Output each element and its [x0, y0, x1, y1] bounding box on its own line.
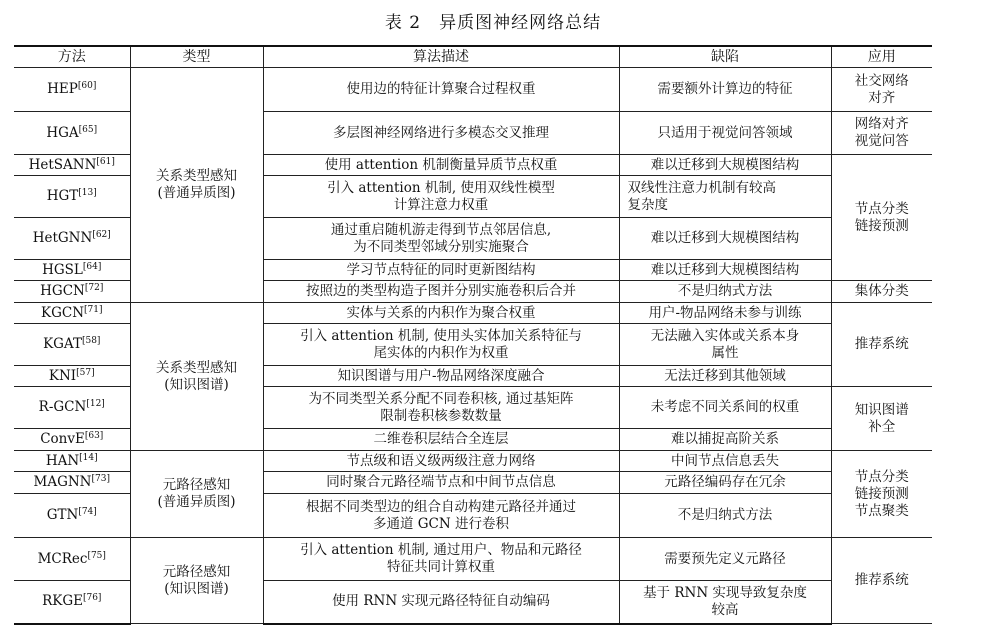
- defect-cell: [619, 176, 831, 218]
- description-line: 同时聚合元路径端节点和中间节点信息: [326, 474, 556, 490]
- method-ref: [72]: [84, 283, 104, 293]
- method-cell: [14, 218, 130, 260]
- defect-cell: [619, 155, 831, 176]
- defect-cell: [619, 581, 831, 624]
- type-line: (知识图谱): [164, 580, 229, 597]
- application-line: 推荐系统: [854, 572, 909, 588]
- method-name: KGCN: [41, 304, 85, 321]
- method-cell: [14, 68, 130, 112]
- method-cell: [14, 581, 130, 624]
- defect-cell: [619, 218, 831, 260]
- application-cell: [831, 112, 932, 155]
- method-name: KGAT: [43, 336, 82, 352]
- defect-line: 基于 RNN 实现导致复杂度: [643, 584, 807, 601]
- method-cell: [14, 324, 130, 366]
- application-line: 节点分类: [854, 468, 909, 485]
- application-line: 推荐系统: [854, 336, 909, 352]
- method-name: MAGNN: [33, 474, 92, 490]
- description-cell: [263, 472, 619, 494]
- method-cell: [14, 538, 130, 581]
- description-cell: [263, 366, 619, 387]
- method-ref: [71]: [84, 304, 103, 315]
- description-line: 引入 attention 机制, 使用头实体加关系特征与: [300, 327, 582, 344]
- defect-line: 不是归纳式方法: [677, 507, 773, 523]
- application-cell: [831, 68, 932, 112]
- method-name: HetGNN: [32, 230, 93, 246]
- application-line: 节点分类: [854, 200, 909, 217]
- application-line: 链接预测: [854, 485, 909, 502]
- method-ref: [14]: [79, 452, 98, 463]
- type-line: 元路径感知: [162, 477, 231, 493]
- application-cell: [831, 155, 932, 281]
- method-ref: [13]: [78, 188, 97, 198]
- method-cell: [14, 303, 130, 324]
- type-cell-relation-kg: [130, 303, 263, 451]
- method-cell: [14, 281, 130, 303]
- defect-line: 难以迁移到大规模图结构: [650, 156, 800, 173]
- type-line: 关系类型感知: [156, 359, 237, 376]
- method-ref: [12]: [86, 399, 105, 409]
- method-name: ConvE: [40, 431, 85, 447]
- defect-line: 难以迁移到大规模图结构: [650, 230, 800, 246]
- type-line: 关系类型感知: [156, 168, 237, 184]
- description-line: 使用 attention 机制衡量异质节点权重: [324, 156, 558, 173]
- method-name: R-GCN: [38, 399, 87, 415]
- defect-line: 元路径编码存在冗余: [664, 474, 786, 490]
- method-name: MCRec: [37, 550, 88, 567]
- method-cell: [14, 494, 130, 538]
- description-cell: [263, 218, 619, 260]
- method-name: HGA: [46, 124, 79, 141]
- application-line: 对齐: [868, 89, 896, 106]
- defect-line: 需要额外计算边的特征: [657, 81, 793, 97]
- method-ref: [73]: [91, 474, 110, 484]
- application-line: 节点聚类: [854, 502, 909, 519]
- description-cell: [263, 324, 619, 366]
- description-line: 多通道 GCN 进行卷积: [372, 515, 509, 532]
- description-cell: [263, 387, 619, 429]
- method-name: HEP: [47, 81, 78, 97]
- defect-line: 用户-物品网络未参与训练: [648, 304, 802, 321]
- type-cell-metapath-kg: [130, 538, 263, 624]
- description-cell: [263, 303, 619, 324]
- defect-line: 较高: [711, 601, 739, 618]
- method-ref: [62]: [92, 230, 111, 240]
- defect-cell: [619, 281, 831, 303]
- application-cell: [831, 451, 932, 538]
- application-cell: [831, 538, 932, 624]
- application-line: 知识图谱: [854, 401, 909, 418]
- description-line: 为不同类型关系分配不同卷积核, 通过基矩阵: [308, 390, 574, 407]
- method-cell: [14, 387, 130, 429]
- defect-cell: [619, 112, 831, 155]
- method-name: KNI: [48, 367, 77, 384]
- method-name: HGT: [46, 188, 79, 204]
- method-cell: [14, 472, 130, 494]
- description-cell: [263, 581, 619, 624]
- method-cell: [14, 260, 130, 281]
- description-cell: [263, 68, 619, 112]
- type-cell-relation-general: [130, 68, 263, 303]
- defect-line: 属性: [711, 344, 739, 361]
- description-cell: [263, 429, 619, 451]
- table-row: [14, 68, 932, 112]
- method-ref: [63]: [84, 431, 104, 441]
- application-line: 集体分类: [854, 283, 909, 299]
- table-row: [14, 451, 932, 472]
- description-cell: [263, 494, 619, 538]
- defect-cell: [619, 260, 831, 281]
- description-line: 计算注意力权重: [393, 196, 489, 213]
- description-line: 特征共同计算权重: [387, 559, 495, 575]
- type-line: 元路径感知: [162, 563, 231, 580]
- defect-line: 未考虑不同关系间的权重: [650, 399, 800, 415]
- description-cell: [263, 176, 619, 218]
- description-line: 按照边的类型构造子图并分别实施卷积后合并: [306, 283, 576, 299]
- table-row: [14, 538, 932, 581]
- description-line: 通过重启随机游走得到节点邻居信息,: [330, 221, 552, 238]
- description-line: 学习节点特征的同时更新图结构: [346, 261, 536, 278]
- application-line: 视觉问答: [854, 133, 909, 149]
- method-cell: [14, 451, 130, 472]
- description-line: 使用 RNN 实现元路径特征自动编码: [332, 593, 550, 610]
- defect-line: 难以捕捉高阶关系: [671, 431, 779, 447]
- table-row: [14, 303, 932, 324]
- defect-line: 不是归纳式方法: [677, 283, 773, 299]
- application-cell: [831, 387, 932, 451]
- defect-cell: [619, 324, 831, 366]
- description-line: 节点级和语义级两级注意力网络: [346, 452, 536, 469]
- application-cell: [831, 281, 932, 303]
- defect-cell: [619, 451, 831, 472]
- method-name: HAN: [45, 452, 80, 469]
- type-cell-metapath-general: [130, 451, 263, 538]
- defect-line: 复杂度: [627, 196, 668, 213]
- method-cell: [14, 429, 130, 451]
- method-ref: [61]: [96, 156, 115, 167]
- description-line: 引入 attention 机制, 通过用户、物品和元路径: [300, 542, 582, 558]
- header-defect: 缺陷: [619, 46, 831, 68]
- description-line: 根据不同类型边的组合自动构建元路径并通过: [306, 498, 576, 515]
- description-line: 二维卷积层结合全连层: [373, 431, 509, 447]
- description-line: 限制卷积核参数数量: [380, 407, 502, 424]
- application-line: 链接预测: [854, 217, 909, 234]
- description-cell: [263, 155, 619, 176]
- defect-cell: [619, 366, 831, 387]
- method-name: HGCN: [40, 283, 85, 299]
- method-ref: [65]: [78, 124, 98, 135]
- defect-cell: [619, 303, 831, 324]
- method-ref: [60]: [77, 81, 97, 91]
- method-name: HetSANN: [28, 156, 97, 173]
- defect-line: 无法迁移到其他领域: [664, 367, 786, 384]
- method-name: RKGE: [42, 593, 83, 610]
- header-type: 类型: [130, 46, 263, 68]
- description-cell: [263, 281, 619, 303]
- method-ref: [75]: [87, 550, 106, 561]
- defect-cell: [619, 68, 831, 112]
- header-method: 方法: [14, 46, 130, 68]
- type-line: (普通异质图): [157, 185, 236, 201]
- header-row: [14, 46, 932, 68]
- defect-cell: [619, 387, 831, 429]
- description-line: 尾实体的内积作为权重: [373, 344, 509, 361]
- defect-line: 只适用于视觉问答领域: [657, 124, 793, 141]
- header-description: 算法描述: [263, 46, 619, 68]
- description-line: 知识图谱与用户-物品网络深度融合: [337, 367, 545, 384]
- method-cell: [14, 155, 130, 176]
- method-cell: [14, 112, 130, 155]
- description-cell: [263, 260, 619, 281]
- description-cell: [263, 112, 619, 155]
- header-application: 应用: [831, 46, 932, 68]
- description-line: 实体与关系的内积作为聚合权重: [346, 304, 536, 321]
- application-line: 网络对齐: [854, 116, 909, 132]
- defect-cell: [619, 472, 831, 494]
- caption-title: 异质图神经网络总结: [439, 13, 602, 33]
- type-line: (普通异质图): [157, 494, 236, 510]
- defect-cell: [619, 494, 831, 538]
- method-ref: [64]: [82, 261, 102, 272]
- defect-cell: [619, 538, 831, 581]
- defect-cell: [619, 429, 831, 451]
- description-line: 为不同类型邻域分别实施聚合: [353, 238, 529, 255]
- defect-line: 难以迁移到大规模图结构: [650, 261, 800, 278]
- application-cell: [831, 303, 932, 387]
- method-cell: [14, 366, 130, 387]
- description-line: 使用边的特征计算聚合过程权重: [346, 81, 536, 97]
- defect-line: 需要预先定义元路径: [664, 550, 786, 567]
- method-ref: [74]: [78, 507, 97, 517]
- caption-number: 表 2: [384, 13, 422, 33]
- description-cell: [263, 451, 619, 472]
- method-cell: [14, 176, 130, 218]
- type-line: (知识图谱): [164, 376, 229, 393]
- defect-line: 双线性注意力机制有较高: [627, 179, 776, 196]
- defect-line: 无法融入实体或关系本身: [650, 327, 800, 344]
- method-name: HGSL: [42, 261, 83, 278]
- method-ref: [76]: [82, 593, 102, 604]
- summary-table: [14, 45, 932, 625]
- description-cell: [263, 538, 619, 581]
- application-line: 社交网络: [854, 72, 909, 89]
- defect-line: 中间节点信息丢失: [671, 452, 779, 469]
- method-ref: [57]: [76, 367, 95, 378]
- method-name: GTN: [46, 507, 79, 523]
- description-line: 引入 attention 机制, 使用双线性模型: [327, 179, 555, 196]
- method-ref: [58]: [81, 336, 101, 346]
- table-caption: [0, 8, 986, 33]
- description-line: 多层图神经网络进行多模态交叉推理: [333, 124, 549, 141]
- application-line: 补全: [868, 418, 896, 435]
